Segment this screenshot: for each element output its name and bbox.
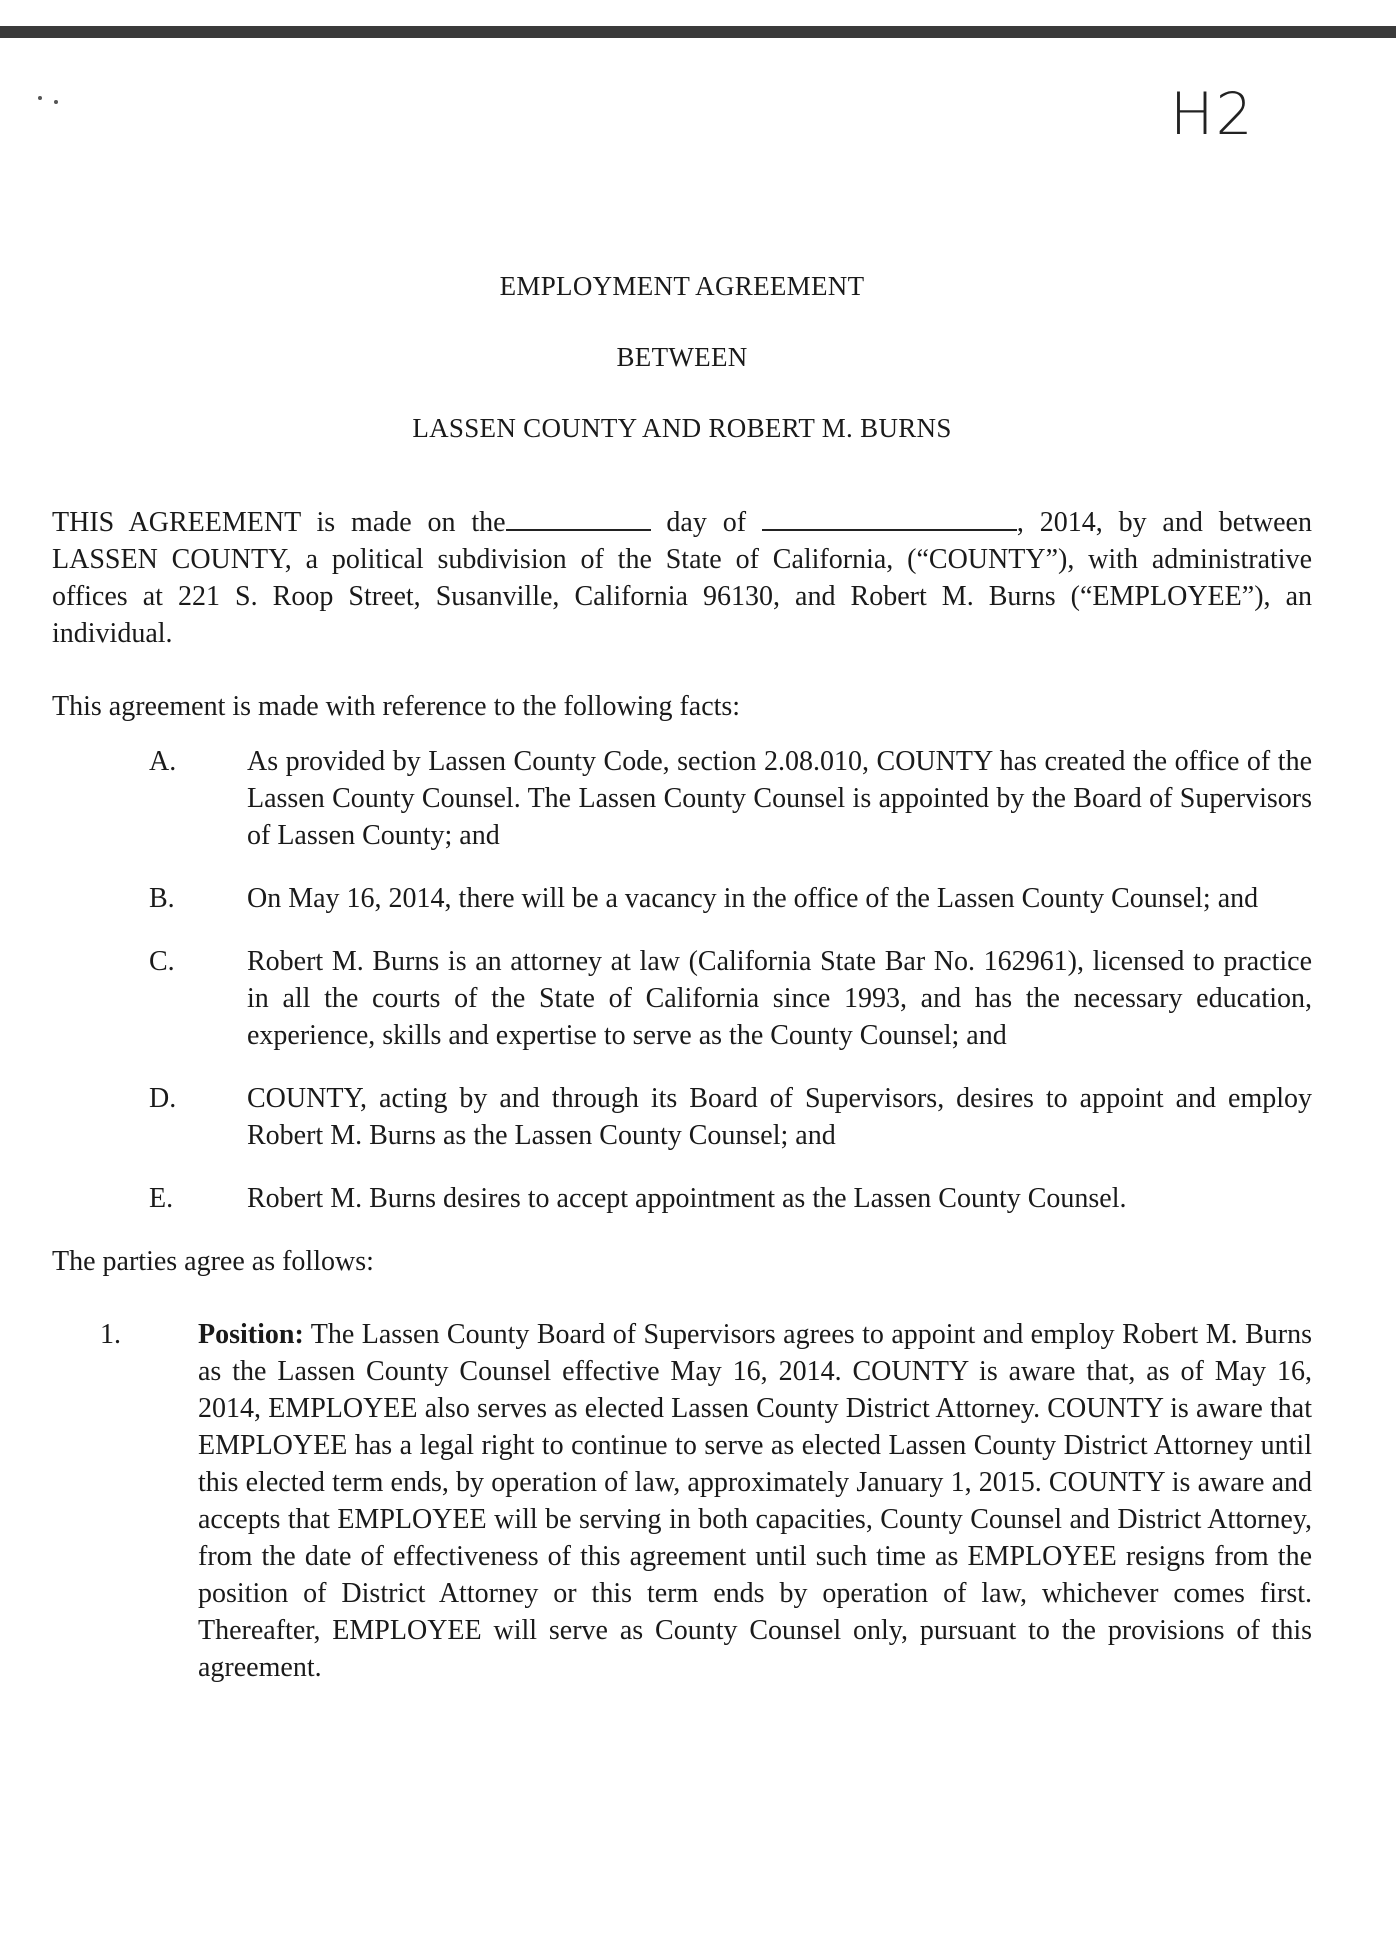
scan-top-border xyxy=(0,26,1396,38)
recital-letter: E. xyxy=(149,1183,174,1214)
recital-letter: D. xyxy=(149,1083,177,1114)
document-parties: LASSEN COUNTY AND ROBERT M. BURNS xyxy=(412,413,952,443)
recital-item xyxy=(52,1080,1312,1154)
document-subtitle: BETWEEN xyxy=(616,342,748,372)
intro-paragraph xyxy=(52,503,1312,652)
recital-item xyxy=(52,943,1312,1054)
recital-text: As provided by Lassen County Code, section 2.08.010, COUNTY has created the office of the Lassen County Counsel. The Lassen County Counsel is appointed by the Board of Supervisors of Lassen County; and xyxy=(247,746,1312,851)
clause-number: 1. xyxy=(100,1319,121,1350)
scan-speck xyxy=(38,96,42,100)
facts-lead: This agreement is made with reference to the following facts: xyxy=(52,691,741,722)
recital-text: On May 16, 2014, there will be a vacancy in the office of the Lassen County Counsel; and xyxy=(247,883,1259,914)
clause-body xyxy=(198,1316,1312,1686)
agreement-page xyxy=(52,268,1312,1686)
scan-speck xyxy=(54,100,58,104)
document-title: EMPLOYMENT AGREEMENT xyxy=(499,271,865,301)
month-blank-line xyxy=(762,503,1017,531)
recital-text: Robert M. Burns desires to accept appointment as the Lassen County Counsel. xyxy=(247,1183,1127,1214)
intro-text-3: , 2014, by and between LASSEN COUNTY, a political subdivision of the State of California, (“COUNTY”), with administrative offices at 221 S. Roop Street, Susanville, California 96130, and Robert M. Burns (“EMPLOYEE”), an individual. xyxy=(52,507,1312,649)
clause-position xyxy=(52,1316,1312,1686)
recital-item xyxy=(52,743,1312,854)
clause-title: Position: xyxy=(198,1319,304,1350)
recital-text: Robert M. Burns is an attorney at law (California State Bar No. 162961), licensed to practice in all the courts of the State of California since 1993, and has the necessary education, experience, skills and expertise to serve as the County Counsel; and xyxy=(247,946,1312,1051)
recital-text: COUNTY, acting by and through its Board of Supervisors, desires to appoint and employ Robert M. Burns as the Lassen County Counsel; and xyxy=(247,1083,1312,1151)
recitals-list xyxy=(52,743,1312,1217)
intro-text-1: THIS AGREEMENT is made on the xyxy=(52,507,506,538)
recital-letter: C. xyxy=(149,946,175,977)
recital-letter: A. xyxy=(149,746,177,777)
clause-text: The Lassen County Board of Supervisors agrees to appoint and employ Robert M. Burns as the Lassen County Counsel effective May 16, 2014. COUNTY is aware that, as of May 16, 2014, EMPLOYEE also serves as elected Lassen County District Attorney. COUNTY is aware that EMPLOYEE has a legal right to continue to serve as elected Lassen County District Attorney until this elected term ends, by operation of law, approximately January 1, 2015. COUNTY is aware and accepts that EMPLOYEE will be serving in both capacities, County Counsel and District Attorney, from the date of effectiveness of this agreement until such time as EMPLOYEE resigns from the position of District Attorney or this term ends by operation of law, whichever comes first. Thereafter, EMPLOYEE will serve as County Counsel only, pursuant to the provisions of this agreement. xyxy=(198,1319,1312,1683)
recital-item xyxy=(52,880,1312,917)
intro-text-2: day of xyxy=(650,507,762,538)
handwritten-annotation: H2 xyxy=(1170,80,1255,148)
recital-item xyxy=(52,1180,1312,1217)
day-blank-line xyxy=(506,503,651,531)
recital-letter: B. xyxy=(149,883,175,914)
agreement-lead: The parties agree as follows: xyxy=(52,1246,374,1277)
